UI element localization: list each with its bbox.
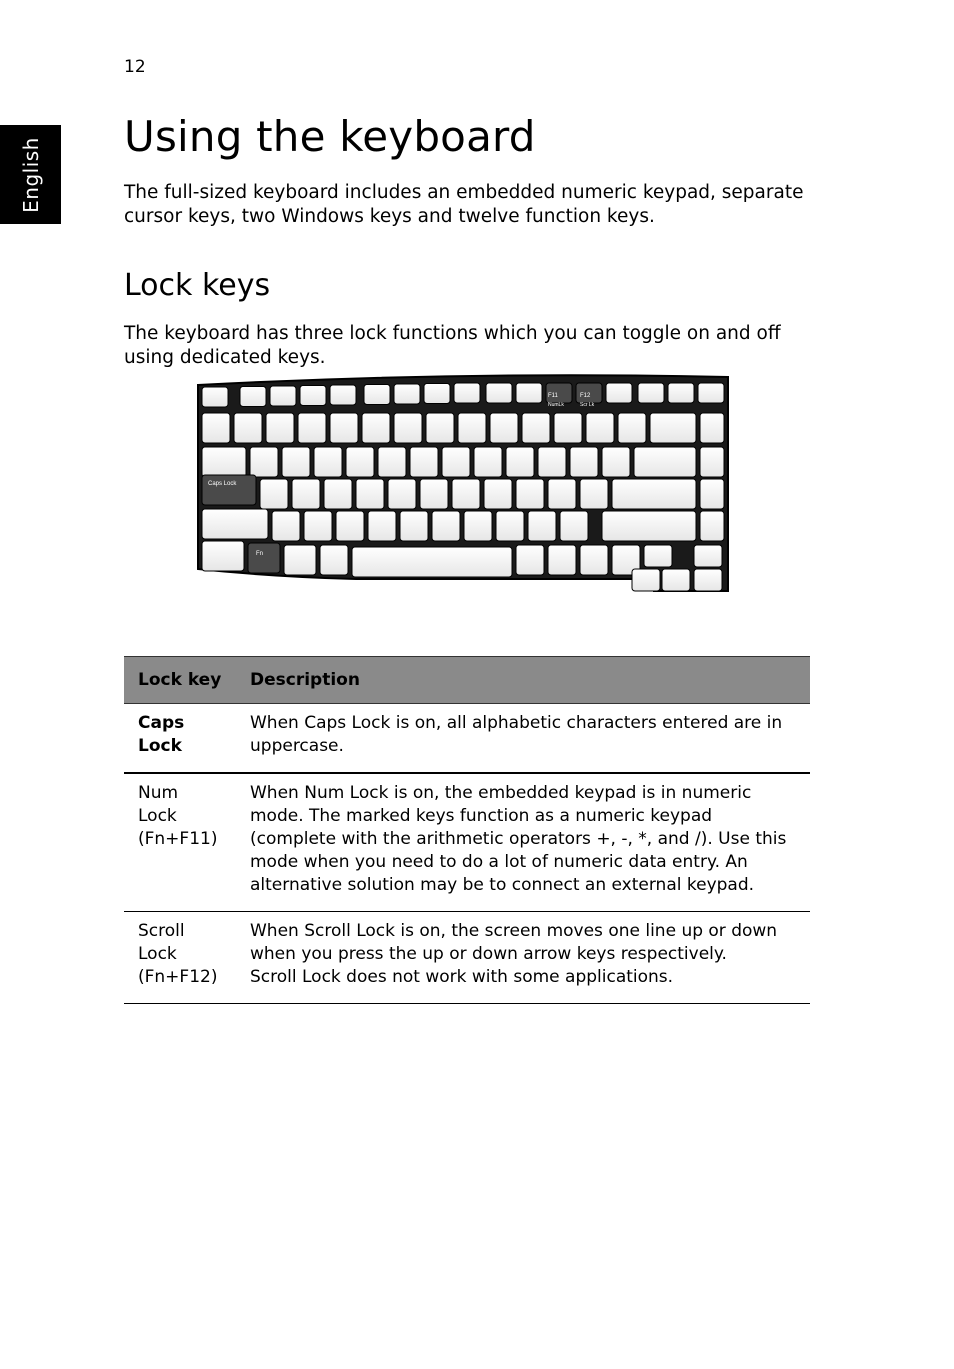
keyboard-key (266, 413, 294, 443)
keyboard-key (298, 413, 326, 443)
keyboard-key (410, 447, 438, 477)
keyboard-key (330, 413, 358, 443)
lock-key-name: Num (138, 783, 179, 803)
lock-keys-paragraph: The keyboard has three lock functions which you can toggle on and off using dedicated keys. (124, 323, 781, 368)
language-tab-label: English (18, 136, 43, 213)
keyboard-key (560, 511, 588, 541)
keyboard-key (458, 413, 486, 443)
header-lock-key: Lock key (124, 657, 236, 704)
keyboard-key (202, 413, 230, 443)
keyboard-key (580, 479, 608, 509)
f11-key-label: F11 (548, 393, 558, 399)
keyboard-key (698, 383, 724, 403)
keyboard-key (516, 479, 544, 509)
keyboard-key (324, 479, 352, 509)
description-cell: When Caps Lock is on, all alphabetic characters entered are in uppercase. (236, 704, 810, 774)
keyboard-key (700, 447, 724, 477)
keyboard-key (516, 545, 544, 575)
table-row (124, 773, 810, 912)
keyboard-key (612, 479, 696, 509)
keyboard-key (400, 511, 428, 541)
keyboard-key (474, 447, 502, 477)
keyboard-key (272, 511, 300, 541)
keyboard-key (320, 545, 348, 575)
lock-key-cell (124, 912, 236, 1004)
keyboard-key (486, 383, 512, 403)
description-cell: When Num Lock is on, the embedded keypad is in numeric mode. The marked keys function as a numeric keypad (complete with the arithmetic operators +, -, *, and /). Use this mode when you need to do a lot of numeric data entry. An alternative solution may be to connect an external keypad. (236, 773, 810, 912)
keyboard-key (202, 509, 268, 539)
keyboard-key (634, 447, 696, 477)
page-number: 12 (124, 57, 146, 77)
lock-key-name: Scroll (138, 921, 185, 941)
keyboard-key (270, 386, 296, 406)
keyboard-key (618, 413, 646, 443)
keyboard-key (668, 383, 694, 403)
keyboard-key (250, 447, 278, 477)
keyboard-illustration (196, 373, 736, 598)
keyboard-key (378, 447, 406, 477)
keyboard-key (364, 385, 390, 405)
keyboard-key (202, 387, 228, 407)
keyboard-key (700, 413, 724, 443)
lock-key-name: Lock (138, 736, 182, 756)
keyboard-key (202, 447, 246, 477)
lock-key-cell (124, 704, 236, 774)
lock-key-shortcut: (Fn+F11) (138, 829, 218, 849)
keyboard-key (694, 569, 722, 591)
keyboard-key (394, 384, 420, 404)
lock-key-cell (124, 773, 236, 912)
keyboard-key (454, 383, 480, 403)
caps-lock-key-label: Caps Lock (208, 481, 237, 487)
keyboard-key (442, 447, 470, 477)
fn-key-label: Fn (256, 551, 264, 557)
keyboard-key (496, 511, 524, 541)
keyboard-key (700, 479, 724, 509)
keyboard-key (304, 511, 332, 541)
f12-key-label: F12 (580, 393, 591, 399)
keyboard-key (516, 383, 542, 403)
keyboard-key (662, 569, 690, 591)
page-title: Using the keyboard (124, 112, 536, 161)
keyboard-key (570, 447, 598, 477)
keyboard-key (394, 413, 422, 443)
keyboard-key (234, 413, 262, 443)
keyboard-key (336, 511, 364, 541)
keyboard-key (424, 384, 450, 404)
lock-key-name: Caps (138, 713, 185, 733)
keyboard-key (602, 511, 696, 541)
keyboard-key (632, 569, 660, 591)
keyboard-key (420, 479, 448, 509)
keyboard-key (506, 447, 534, 477)
keyboard-key (368, 511, 396, 541)
highlighted-key (202, 475, 256, 505)
lock-keys-table (124, 656, 810, 1004)
keyboard-key (388, 479, 416, 509)
table-row (124, 704, 810, 774)
keyboard-key (644, 545, 672, 567)
keyboard-key (284, 545, 316, 575)
keyboard-key (602, 447, 630, 477)
keyboard-key (490, 413, 518, 443)
keyboard-key (300, 386, 326, 406)
keyboard-key (528, 511, 556, 541)
keyboard-keys (202, 383, 724, 591)
keyboard-key (240, 387, 266, 407)
keyboard-key (522, 413, 550, 443)
language-tab (0, 125, 61, 224)
table-header-row (124, 657, 810, 704)
keyboard-key (464, 511, 492, 541)
keyboard-key (700, 511, 724, 541)
f12-key-sublabel: Scr Lk (580, 402, 595, 408)
keyboard-key (314, 447, 342, 477)
table-row (124, 912, 810, 1004)
keyboard-key (694, 545, 722, 567)
description-cell (236, 912, 810, 1004)
keyboard-key (352, 547, 512, 577)
header-description: Description (236, 657, 810, 704)
keyboard-key (638, 383, 664, 403)
f11-key-sublabel: NumLk (548, 402, 564, 408)
keyboard-key (346, 447, 374, 477)
keyboard-key (650, 413, 696, 443)
keyboard-key (548, 479, 576, 509)
keyboard-key (260, 479, 288, 509)
keyboard-key (356, 479, 384, 509)
keyboard-key (554, 413, 582, 443)
keyboard-key (362, 413, 390, 443)
lock-key-name: Lock (138, 806, 177, 826)
description-text: When Scroll Lock is on, the screen moves one line up or down when you press the up or down arrow keys respectively. (250, 921, 778, 964)
keyboard-key (426, 413, 454, 443)
keyboard-key (606, 383, 632, 403)
intro-paragraph: The full-sized keyboard includes an embedded numeric keypad, separate cursor keys, two Windows keys and twelve function keys. (124, 182, 804, 227)
keyboard-key (282, 447, 310, 477)
lock-key-shortcut: (Fn+F12) (138, 967, 218, 987)
keyboard-key (432, 511, 460, 541)
keyboard-key (292, 479, 320, 509)
lock-key-name: Lock (138, 944, 177, 964)
keyboard-key (548, 545, 576, 575)
highlighted-key (248, 543, 280, 573)
keyboard-key (586, 413, 614, 443)
keyboard-key (484, 479, 512, 509)
keyboard-key (538, 447, 566, 477)
description-text: Scroll Lock does not work with some applications. (250, 967, 674, 987)
keyboard-key (452, 479, 480, 509)
keyboard-key (580, 545, 608, 575)
keyboard-key (202, 541, 244, 571)
section-title-lock-keys: Lock keys (124, 268, 271, 303)
keyboard-key (330, 385, 356, 405)
